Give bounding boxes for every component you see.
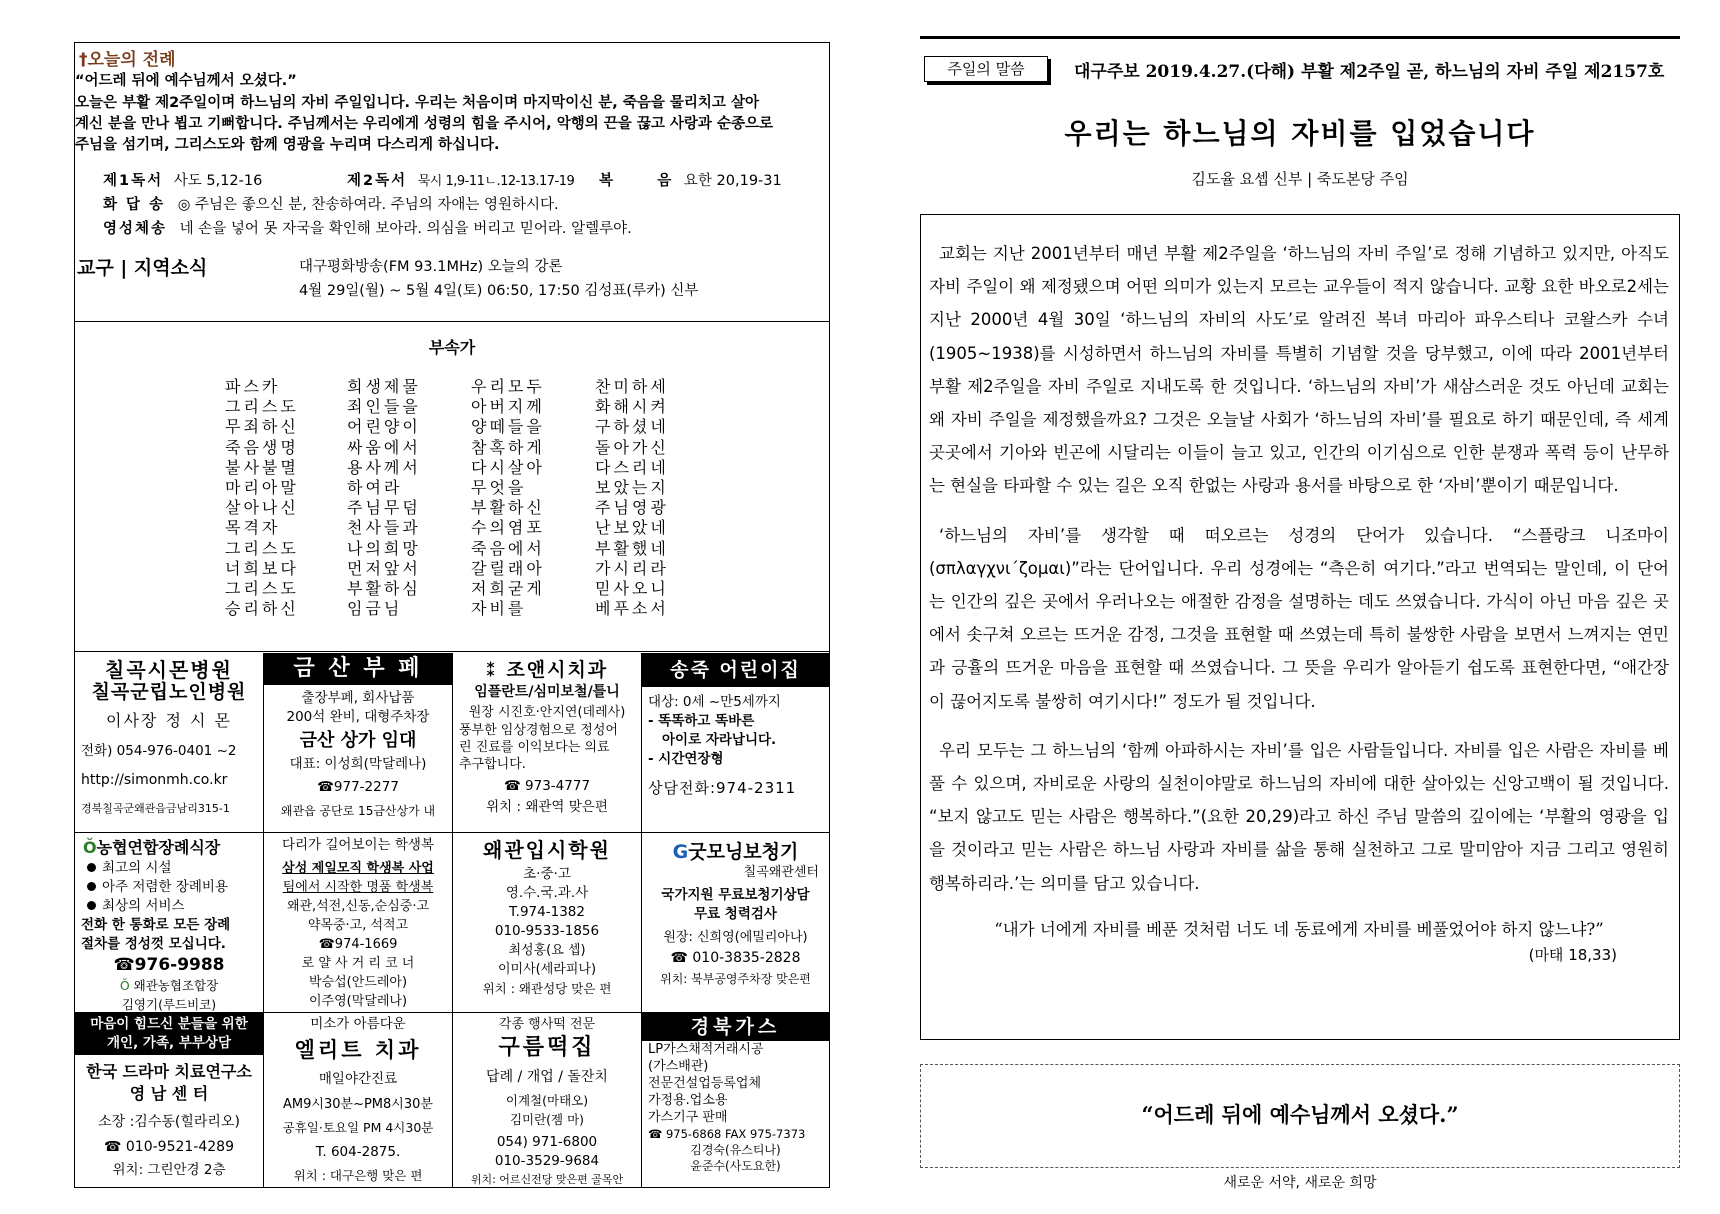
liturgy-headline: “어드레 뒤에 예수님께서 오셨다.” bbox=[75, 73, 297, 89]
poem-column-3: 우리모두 아버지께 양떼들을 참혹하게 다시살아 무엇을 부활하신 수의염포 죽음에서 갈릴래아 저희굳게 자비를 bbox=[471, 377, 545, 619]
gospel-label: 복 음 bbox=[599, 173, 674, 189]
ad-geumsan-buffet: 금 산 부 페 출장부페, 회사납품 200석 완비, 대형주차장 금산 상가 임대 대표: 이성희(막달레나) ☎977-2277 왜관읍 공단로 15금산상가 내 bbox=[264, 653, 453, 833]
essay-paragraph: ‘하느님의 자비’를 생각할 때 떠오르는 성경의 단어가 있습니다. “스플랑크 니조마이(σπλαγχνι΄ζομαι)”라는 단어입니다. 우리 성경에는 “측은히 여기다.”라고 번역되는 말인데, 이 단어는 인간의 깊은 곳에서 우러나오는 애절한 감정을 설명하는 데도 쓰였습니다. 가식이 아닌 마음 깊은 곳에서 솟구쳐 오르는 뜨거운 감정, 그것을 표현할 때 쓰였는데 특히 불쌍한 사람을 보면서 느껴지는 연민과 긍휼의 뜨거운 마음을 표현할 때 쓰였습니다. 그 뜻을 우리가 알아듣기 쉽도록 표현한다면, “애간장이 끊어지도록 불쌍히 여기시다!” 정도가 될 것입니다. bbox=[929, 525, 1669, 711]
diocese-news bbox=[299, 257, 698, 302]
ad-school-uniform: 다리가 길어보이는 학생복 삼성 제일모직 학생복 사업 팀에서 시작한 명품 학생복 왜관,석전,신동,순심중·고 약목중·고, 석적고 ☎974-1669 로 얄 사 거 리 코 너 박승섭(안드레아) 이주영(막달레나) bbox=[264, 833, 453, 1013]
leaf-logo-icon: Ŏ bbox=[83, 838, 97, 857]
essay-paragraph: 우리 모두는 그 하느님의 ‘함께 아파하시는 자비’를 입은 사람들입니다. 자비를 입은 사람은 자비를 베풀 수 있으며, 자비로운 사랑의 실천이야말로 하느님의 자비에 대한 살아있는 신앙고백이 될 것입니다. “보지 않고도 믿는 사람은 행복하다.”(요한 20,29)라고 하신 주님 말씀의 깊이에는 ‘부활의 영광을 입을 것이라고 믿는 사람은 하느님 사랑과 자비를 삶을 통해 실천하고 그로 말미암아 지금 그리고 영원히 행복하리라.’는 의미를 담고 있습니다. bbox=[929, 740, 1669, 893]
diocese-section-title: 교구 | 지역소식 bbox=[77, 257, 208, 279]
essay-title: 우리는 하느님의 자비를 입었습니다 bbox=[1064, 117, 1536, 150]
divider bbox=[75, 321, 829, 322]
sparkle-icon: ⁑ bbox=[485, 659, 498, 681]
ad-drama-therapy: 마음이 힘드신 분들을 위한 개인, 가족, 부부상담 한국 드라마 치료연구소 영 남 센 터 소장 :김수동(힐라리오) ☎ 010-9521-4289 위치: 그린안경 2층 bbox=[75, 1013, 264, 1187]
poem-column-4: 찬미하세 화해시켜 구하셨네 돌아가신 다스리네 보았는지 주님영광 난보았네 부활했네 가시리라 믿사오니 베푸소서 bbox=[595, 377, 669, 619]
ad-cloud-ricecake: 각종 행사떡 전문 구름떡집 답례 / 개업 / 돌잔치 이계철(마태오) 김미란(젬 마) 054) 971-6800 010-3529-9684 위치: 어르신전당 맞은편 골목안 bbox=[453, 1013, 642, 1187]
ad-waegwan-academy: 왜관입시학원 초·중·고 영.수.국.과.사 T.974-1382 010-9533-1856 최성홍(요 셉) 이미사(세라피나) 위치 : 왜관성당 맞은 편 bbox=[453, 833, 642, 1013]
bullet-icon bbox=[87, 901, 96, 910]
psalm-text: ◎ 주님은 좋으신 분, 찬송하여라. 주님의 자애는 영원하시다. bbox=[177, 197, 559, 213]
ad-joan-dental: ⁑ 조앤시치과 임플란트/심미보철/틀니 원장 시진호·안지연(데레사) 풍부한 임상경험으로 정성어 린 진료를 이익보다는 의료 추구합니다. ☎ 973-4777 위치 : 왜관역 맞은편 bbox=[453, 653, 642, 833]
sunday-word-badge: 주일의 말씀 bbox=[924, 56, 1048, 82]
gospel-row bbox=[599, 171, 782, 192]
communion-label: 영성체송 bbox=[103, 221, 168, 237]
reading1-label: 제1독서 bbox=[103, 173, 164, 189]
ad-gyeongbuk-gas: 경북가스 LP가스채적거래시공 (가스배관) 전문건설업등록업체 가정용.업소용 가스기구 판매 ☎ 975-6868 FAX 975-7373 김경숙(유스티나) 윤준수(사도요한) bbox=[642, 1013, 829, 1187]
diocese-news-line2: 4월 29일(월) ~ 5월 4일(토) 06:50, 17:50 김성표(루카) 신부 bbox=[299, 283, 699, 299]
scripture-quote: “내가 너에게 자비를 베푼 것처럼 너도 네 동료에게 자비를 베풀었어야 하지 않느냐?” bbox=[994, 919, 1604, 939]
leaf-logo-icon: Ŏ bbox=[119, 978, 130, 993]
g-logo-icon: G bbox=[672, 841, 689, 863]
scripture-reference: (마태 18,33) bbox=[1528, 945, 1617, 964]
communion-text: 네 손을 넣어 못 자국을 확인해 보아라. 의심을 버리고 믿어라. 알렐루야. bbox=[179, 221, 632, 237]
reading2-label: 제2독서 bbox=[347, 173, 408, 189]
poem-column-2: 희생제물 죄인들을 어린양이 싸움에서 용사께서 하여라 주님무덤 천사들과 나의희망 먼저앞서 부활하심 임금님 bbox=[347, 377, 421, 619]
psalm-label: 화 답 송 bbox=[103, 197, 166, 213]
essay-author: 김도율 요셉 신부 | 죽도본당 주임 bbox=[1191, 170, 1409, 188]
ads-divider bbox=[75, 651, 829, 652]
essay-paragraph: 교회는 지난 2001년부터 매년 부활 제2주일을 ‘하느님의 자비 주일’로 정해 기념하고 있지만, 아직도 자비 주일이 왜 제정됐으며 어떤 의미가 있는지 모르는 교우들이 적지 않습니다. 교황 요한 바오로2세는 지난 2000년 4월 30일 ‘하느님의 자비의 사도’로 알려진 복녀 마리아 파우스티나 코왈스카 수녀(1905~1938)를 시성하면서 하느님의 자비를 특별히 기념할 것을 당부했고, 이에 따라 2001년부터 부활 제2주일을 자비 주일로 지내도록 한 것입니다. ‘하느님의 자비’가 새삼스러운 것도 아닌데 교회는 왜 자비 주일을 제정했을까요? 그것은 오늘날 사회가 ‘하느님의 자비’를 필요로 하기 때문인데, 즉 세계 곳곳에서 기아와 빈곤에 시달리는 이들이 늘고 있고, 인간의 이기심으로 인한 분쟁과 폭력 등이 난무하는 현실을 타파할 수 있는 길은 오직 한없는 사랑과 용서를 바탕으로 한 ‘자비’뿐이기 때문입니다. bbox=[929, 244, 1669, 496]
reading2-ref: 묵시 1,9-11ㄴ.12-13.17-19 bbox=[417, 174, 575, 189]
essay-body bbox=[920, 214, 1680, 1040]
reading2-row bbox=[347, 171, 574, 192]
motto-text: “어드레 뒤에 예수님께서 오셨다.” bbox=[1141, 1102, 1459, 1127]
ad-elite-dental: 미소가 아름다운 엘리트 치과 매일야간진료 AM9시30분~PM8시30분 공휴일·토요일 PM 4시30분 T. 604-2875. 위치 : 대구은행 맞은 편 bbox=[264, 1013, 453, 1187]
footer-slogan: 새로운 서약, 새로운 희망 bbox=[1223, 1175, 1377, 1191]
liturgy-section-title: †오늘의 전례 bbox=[79, 50, 176, 70]
reading1-ref: 사도 5,12-16 bbox=[173, 173, 263, 189]
left-page bbox=[74, 42, 830, 1188]
diocese-news-line1: 대구평화방송(FM 93.1MHz) 오늘의 강론 bbox=[299, 259, 563, 275]
ad-nonghyup-funeral: Ŏ농협연합장례식장 최고의 시설 아주 저렴한 장례비용 최상의 서비스 전화 한 통화로 모든 장례 절차를 정성껏 모십니다. ☎976-9988 Ŏ 왜관농협조합장 김영기(루드비코) bbox=[75, 833, 264, 1013]
poem-title: 부속가 bbox=[428, 338, 476, 357]
ad-songjuk-daycare: 송죽 어린이집 대상: 0세 ~만5세까지 - 똑똑하고 똑바른 아이로 자라납니다. - 시간연장형 상담전화:974-2311 bbox=[642, 653, 829, 833]
communion-row bbox=[103, 219, 632, 240]
poem-column-1: 파스카 그리스도 무죄하신 죽음생명 불사불멸 마리아말 살아나신 목격자 그리스도 너희보다 그리스도 승리하신 bbox=[225, 377, 299, 619]
bulletin-header-info: 대구주보 2019.4.27.(다해) 부활 제2주일 곧, 하느님의 자비 주일 제2157호 bbox=[1074, 62, 1665, 82]
cross-icon: † bbox=[79, 50, 88, 70]
gospel-ref: 요한 20,19-31 bbox=[683, 173, 782, 189]
psalm-row bbox=[103, 195, 559, 216]
ad-chilgok-simon-hospital: 칠곡시몬병원 칠곡군립노인병원 이사장 정 시 몬 전화) 054-976-0401 ~2 http://simonmh.co.kr 경북칠곡군왜관읍금남리315-1 bbox=[75, 653, 264, 833]
liturgy-intro: 오늘은 부활 제2주일이며 하느님의 자비 주일입니다. 우리는 처음이며 마지막이신 분, 죽음을 물리치고 살아 계신 분을 만나 뵙고 기뻐합니다. 주님께서는 우리에게 성령의 힘을 주시어, 악행의 끈을 끊고 사랑과 순종으로 주님을 섬기며, 그리스도와 함께 영광을 누리며 다스리게 하십니다. bbox=[75, 95, 773, 153]
ad-goodmorning-hearing-aid: G굿모닝보청기 칠곡왜관센터 국가지원 무료보청기상담 무료 청력검사 원장: 신희영(에밀리아나) ☎ 010-3835-2828 위치: 북부공영주차장 맞은편 bbox=[642, 833, 829, 1013]
header-rule bbox=[920, 36, 1680, 39]
motto-box bbox=[920, 1064, 1680, 1168]
readings-row bbox=[103, 171, 262, 192]
bullet-icon bbox=[87, 882, 96, 891]
bullet-icon bbox=[87, 863, 96, 872]
